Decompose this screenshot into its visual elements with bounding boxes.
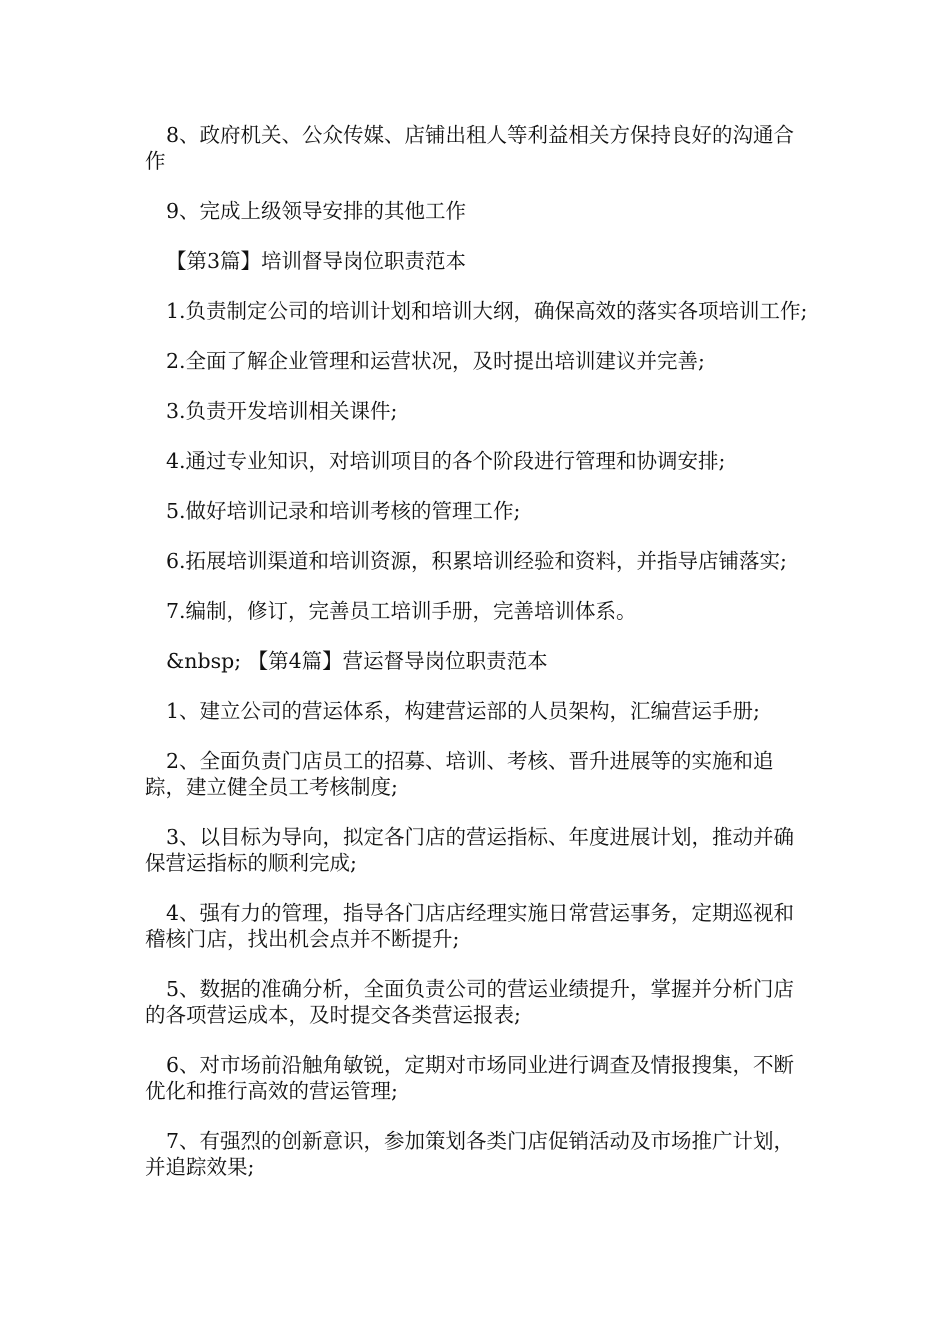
document-body <box>145 122 810 1204</box>
paragraph-item-9: 9、完成上级领导安排的其他工作 <box>166 199 467 223</box>
paragraph-operations-3: 3、以目标为导向，拟定各门店的营运指标、年度进展计划，推动并确保营运指标的顺利完成; <box>145 825 795 875</box>
paragraph-operations-5: 5、数据的准确分析，全面负责公司的营运业绩提升，掌握并分析门店的各项营运成本，及时提交各类营运报表; <box>145 977 795 1027</box>
paragraph-training-5: 5.做好培训记录和培训考核的管理工作; <box>166 499 521 523</box>
paragraph-training-7: 7.编制，修订，完善员工培训手册，完善培训体系。 <box>166 599 637 623</box>
paragraph-training-4: 4.通过专业知识，对培训项目的各个阶段进行管理和协调安排; <box>166 449 726 473</box>
paragraph-operations-6: 6、对市场前沿触角敏锐，定期对市场同业进行调查及情报搜集，不断优化和推行高效的营运管理; <box>145 1053 795 1103</box>
paragraph-training-3: 3.负责开发培训相关课件; <box>166 399 398 423</box>
paragraph-training-2: 2.全面了解企业管理和运营状况，及时提出培训建议并完善; <box>166 349 705 373</box>
paragraph-operations-4: 4、强有力的管理，指导各门店店经理实施日常营运事务，定期巡视和稽核门店，找出机会点并不断提升; <box>145 901 795 951</box>
paragraph-operations-7: 7、有强烈的创新意识，参加策划各类门店促销活动及市场推广计划，并追踪效果; <box>145 1129 795 1179</box>
section-heading-3: 【第3篇】培训督导岗位职责范本 <box>166 249 467 273</box>
paragraph-training-6: 6.拓展培训渠道和培训资源，积累培训经验和资料，并指导店铺落实; <box>166 549 787 573</box>
section-heading-4: &nbsp; 【第4篇】营运督导岗位职责范本 <box>166 649 548 673</box>
paragraph-training-1: 1.负责制定公司的培训计划和培训大纲，确保高效的落实各项培训工作; <box>166 299 808 323</box>
paragraph-operations-2: 2、全面负责门店员工的招募、培训、考核、晋升进展等的实施和追踪，建立健全员工考核制度; <box>145 749 774 799</box>
paragraph-operations-1: 1、建立公司的营运体系，构建营运部的人员架构，汇编营运手册; <box>166 699 760 723</box>
paragraph-item-8: 8、政府机关、公众传媒、店铺出租人等利益相关方保持良好的沟通合作 <box>145 123 795 173</box>
